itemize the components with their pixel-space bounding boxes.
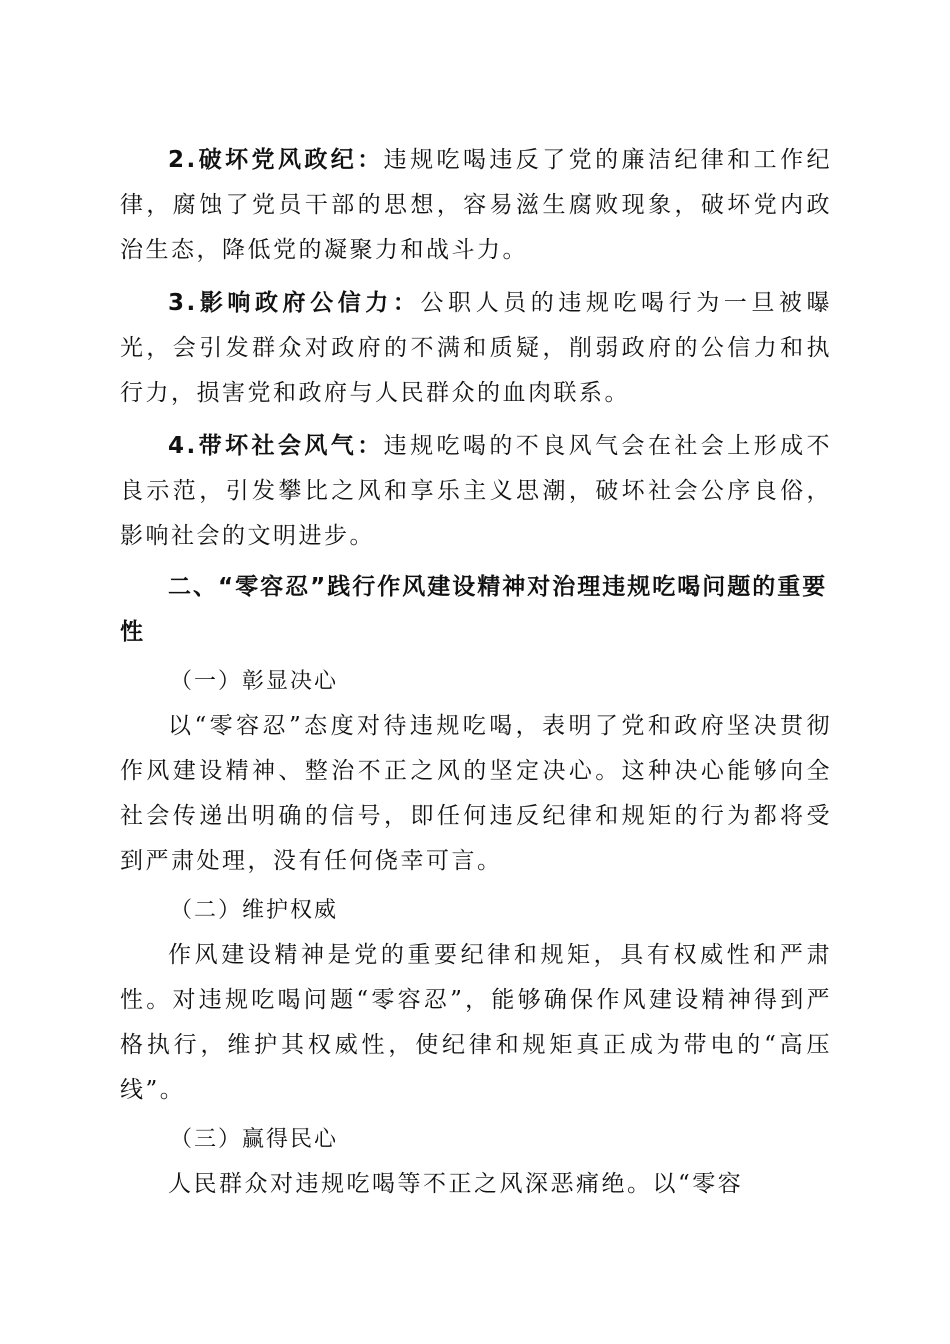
paragraph-text: 公职人员的违规吃喝行为一旦被曝光，会引发群众对政府的不满和质疑，削弱政府的公信力和执行力，损害党和政府与人民群众的血肉联系。 [120,290,833,406]
paragraph-party-discipline [120,138,832,273]
subsection-body: 人民群众对违规吃喝等不正之风深恶痛绝。以“零容 [168,1171,744,1197]
paragraph-government-credibility [120,281,832,416]
document-page [120,138,832,1207]
paragraph-text: 违规吃喝违反了党的廉洁纪律和工作纪律，腐蚀了党员干部的思想，容易滋生腐败现象，破坏党内政治生态，降低党的凝聚力和战斗力。 [120,147,833,263]
paragraph-text: 违规吃喝的不良风气会在社会上形成不良示范，引发攀比之风和享乐主义思潮，破坏社会公序良俗，影响社会的文明进步。 [120,433,833,549]
paragraph-lead: 3.影响政府公信力： [168,290,421,316]
subsection-title: （三）赢得民心 [170,1127,339,1152]
subsection-title: （一）彰显决心 [170,669,339,694]
subsection-title: （二）维护权威 [170,898,339,923]
paragraph-lead: 2.破坏党风政纪： [168,147,384,173]
paragraph-social-ethos [120,424,832,559]
paragraph-lead: 4.带坏社会风气： [168,433,384,459]
subsection-body: 作风建设精神是党的重要纪律和规矩，具有权威性和严肃性。对违规吃喝问题“零容忍”，能够确保作风建设精神得到严格执行，维护其权威性，使纪律和规矩真正成为带电的“高压线”。 [120,942,832,1103]
section-heading: 二、“零容忍”践行作风建设精神对治理违规吃喝问题的重要性 [120,574,828,645]
subsection-body: 以“零容忍”态度对待违规吃喝，表明了党和政府坚决贯彻作风建设精神、整治不正之风的坚定决心。这种决心能够向全社会传递出明确的信号，即任何违反纪律和规矩的行为都将受到严肃处理，没有任何侥幸可言。 [120,713,832,874]
